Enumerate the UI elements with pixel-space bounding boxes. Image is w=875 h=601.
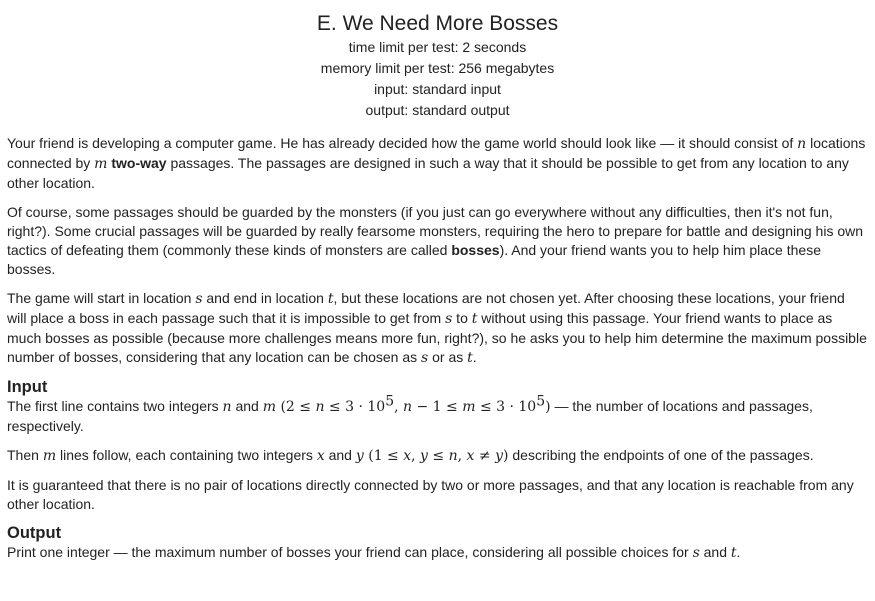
problem-title: E. We Need More Bosses (316, 12, 559, 35)
output-paragraph-1: Print one integer — the maximum number of bosses your friend can place, considering all possible choices for s and t. (7, 544, 741, 561)
output-specification (7, 523, 868, 563)
statement-paragraph-1: Your friend is developing a computer game. He has already decided how the game world should look like — it should consist of n locations connected by m two-way passages. The passages are designed in such a way that it should be possible to get from any location to any other location. (7, 135, 866, 191)
statement-paragraph-2: Of course, some passages should be guarded by the monsters (if you just can go everywhere without any difficulties, then it's not fun, right?). Some crucial passages will be guarded by really fearsome monsters, requiring the hero to prepare for battle and designing his own tactics of defeating them (commonly these kinds of monsters are called bosses). And your friend wants you to help him place these bosses. (7, 204, 864, 277)
memory-limit: memory limit per test: 256 megabytes (320, 60, 555, 76)
time-limit: time limit per test: 2 seconds (348, 39, 527, 55)
problem-statement (7, 134, 868, 368)
problem-header (7, 0, 868, 121)
output-heading: Output (7, 524, 62, 542)
input-file: input: standard input (374, 81, 501, 97)
input-paragraph-2: Then m lines follow, each containing two integers x and y (1 ≤ x, y ≤ n, x ≠ y) describing the endpoints of one of the passages. (7, 447, 814, 464)
input-paragraph-1: The first line contains two integers n and m ($2 \le n \le 3 \cdot 10^5$, $n - 1 \le m \le 3 \cdot 10^5$) — the number of locations and passages, respectively. (7, 393, 813, 434)
output-file: output: standard output (365, 102, 510, 118)
input-paragraph-3: It is guaranteed that there is no pair of locations directly connected by two or more passages, and that any location is reachable from any other location. (7, 477, 854, 512)
input-specification (7, 377, 868, 514)
statement-paragraph-3: The game will start in location s and end in location t, but these locations are not chosen yet. After choosing these locations, your friend will place a boss in each passage such that it is impossible to get from s to t without using this passage. Your friend wants to place as much bosses as possible (because more challenges means more fun, right?), so he asks you to help him determine the maximum possible number of bosses, considering that any location can be chosen as s or as t. (7, 290, 867, 366)
input-heading: Input (7, 378, 48, 396)
